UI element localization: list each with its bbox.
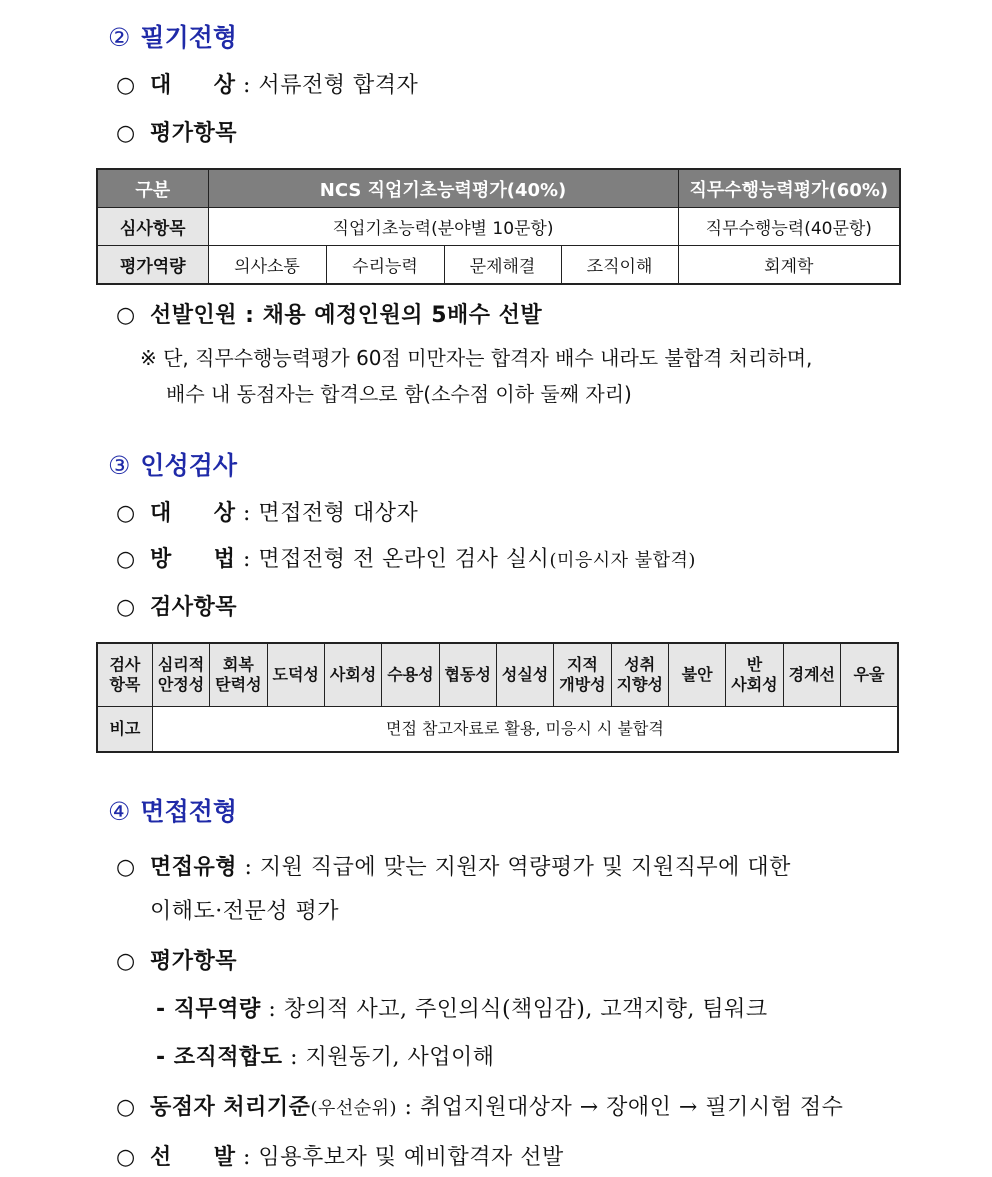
test-item-cell: 심리적 안정성: [152, 643, 209, 707]
sec4-type-line: ○ 면접유형 : 지원 직급에 맞는 지원자 역량평가 및 지원직무에 대한: [116, 855, 791, 880]
sec2-note-line1: ※ 단, 직무수행능력평가 60점 미만자는 합격자 배수 내라도 불합격 처리하며,: [140, 346, 813, 370]
header-cell: 검사 항목: [97, 643, 152, 707]
section-3-heading: [108, 446, 237, 482]
personality-test-table: [96, 642, 899, 753]
sec2-select-line: ○ 선발인원 : 채용 예정인원의 5배수 선발: [116, 303, 543, 328]
test-item-cell: 사회성: [324, 643, 381, 707]
section-number: ②: [108, 23, 131, 52]
section-2-heading: [108, 18, 237, 54]
section-title: 필기전형: [140, 23, 238, 52]
table-row: 심사항목 직업기초능력(분야별 10문항) 직무수행능력(40문항): [97, 208, 900, 246]
sec4-select-line: ○ 선 발 : 임용후보자 및 예비합격자 선발: [116, 1145, 564, 1170]
table-row: 평가역량 의사소통 수리능력 문제해결 조직이해 회계학: [97, 246, 900, 285]
test-item-cell: 불안: [668, 643, 725, 707]
sec4-sub1-line: - 직무역량 : 창의적 사고, 주인의식(책임감), 고객지향, 팀워크: [156, 997, 768, 1022]
sec2-target-value: : 서류전형 합격자: [243, 73, 419, 98]
section-4-heading: [108, 792, 237, 828]
test-item-cell: 회복 탄력성: [210, 643, 267, 707]
test-item-cell: 성취 지향성: [611, 643, 668, 707]
section-number: ③: [108, 451, 131, 480]
section-number: ④: [108, 797, 131, 826]
table-header-row: [97, 643, 898, 707]
bullet: ○: [116, 1095, 136, 1120]
sec2-target-line: ○ 대 상 : 서류전형 합격자: [116, 73, 419, 98]
sec4-eval-line: ○ 평가항목: [116, 949, 238, 974]
sec4-sub2-line: - 조직적합도 : 지원동기, 사업이해: [156, 1045, 495, 1070]
bullet: ○: [116, 303, 136, 328]
test-item-cell: 반 사회성: [726, 643, 783, 707]
test-item-cell: 성실성: [496, 643, 553, 707]
test-item-cell: 협동성: [439, 643, 496, 707]
bullet: ○: [116, 595, 136, 620]
test-item-cell: 지적 개방성: [554, 643, 611, 707]
test-item-cell: 도덕성: [267, 643, 324, 707]
bullet: ○: [116, 949, 136, 974]
section-title: 면접전형: [140, 797, 238, 826]
bullet: ○: [116, 1145, 136, 1170]
test-item-cell: 우울: [840, 643, 898, 707]
sec3-method-line: ○ 방 법 : 면접전형 전 온라인 검사 실시(미응시자 불합격): [116, 547, 696, 572]
written-exam-table: [96, 168, 901, 285]
sec4-type-line2: 이해도·전문성 평가: [150, 899, 340, 924]
bullet: ○: [116, 501, 136, 526]
bullet: ○: [116, 121, 136, 146]
table-header-row: 구분 NCS 직업기초능력평가(40%) 직무수행능력평가(60%): [97, 169, 900, 208]
section-title: 인성검사: [140, 451, 238, 480]
sec3-items-line: ○ 검사항목: [116, 595, 238, 620]
sec2-eval-line: ○ 평가항목: [116, 121, 238, 146]
sec2-note-line2: 배수 내 동점자는 합격으로 함(소수점 이하 둘째 자리): [166, 382, 632, 406]
bullet: ○: [116, 855, 136, 880]
sec3-target-line: ○ 대 상 : 면접전형 대상자: [116, 501, 419, 526]
bullet: ○: [116, 73, 136, 98]
sec4-tie-line: ○ 동점자 처리기준(우선순위) : 취업지원대상자 → 장애인 → 필기시험 점수: [116, 1095, 844, 1120]
test-item-cell: 경계선: [783, 643, 840, 707]
bullet: ○: [116, 547, 136, 572]
table-row: 비고 면접 참고자료로 활용, 미응시 시 불합격: [97, 707, 898, 753]
test-item-cell: 수용성: [382, 643, 439, 707]
